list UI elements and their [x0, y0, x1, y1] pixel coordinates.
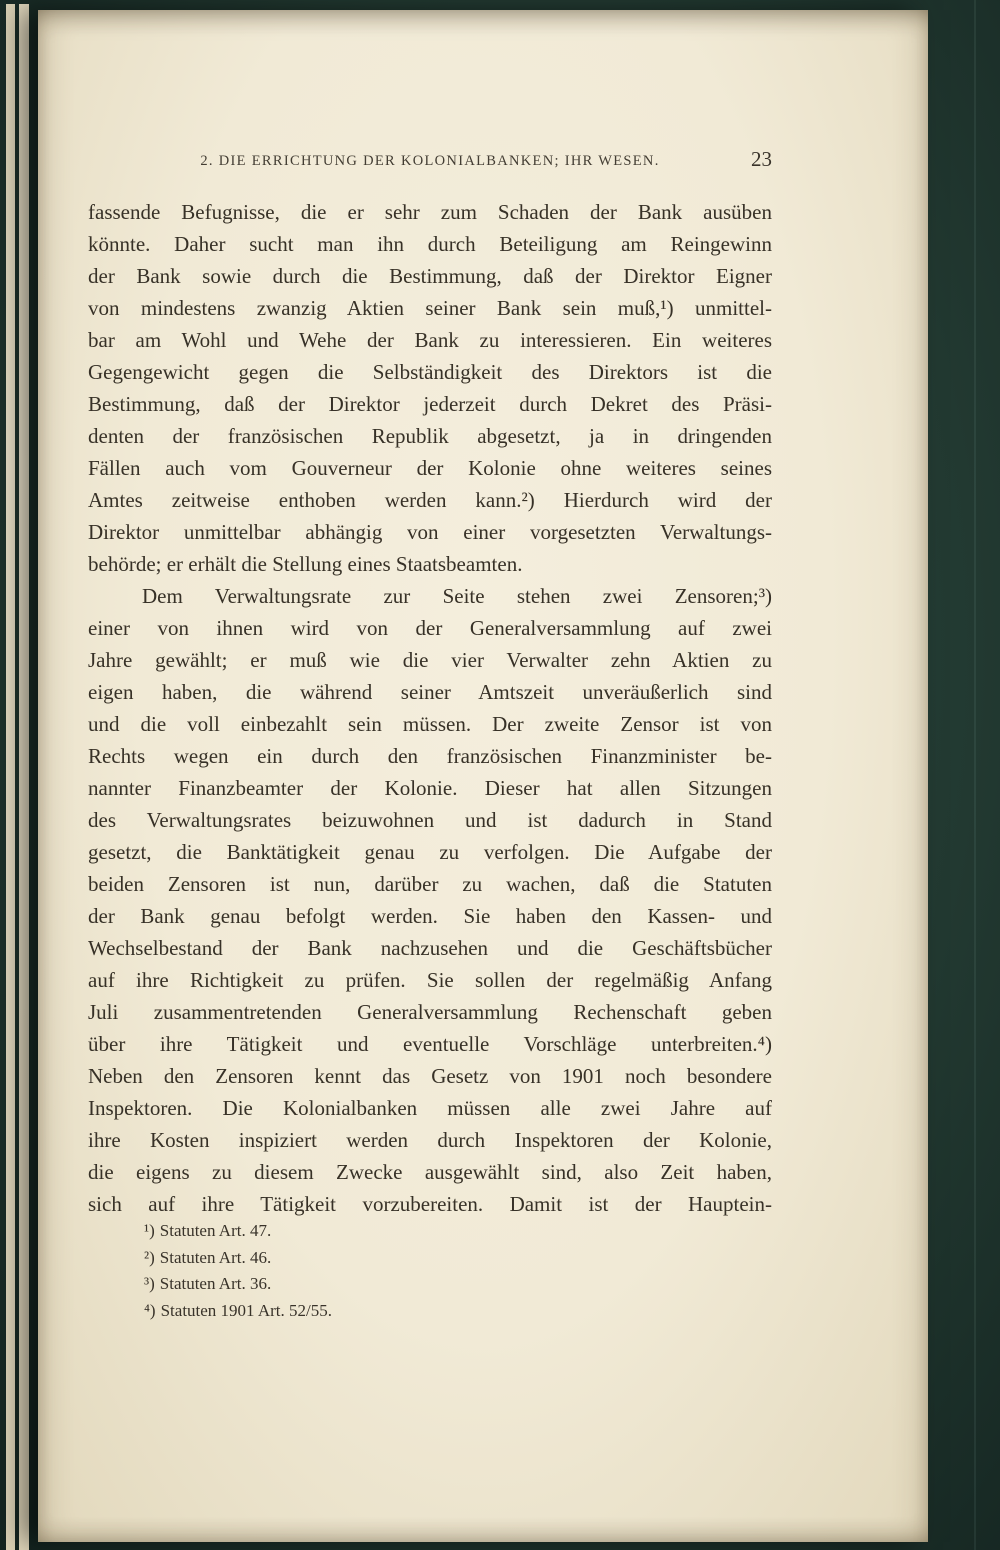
text-line: Jahre gewählt; er muß wie die vier Verwalter zehn Aktien zu: [88, 648, 772, 672]
text-line: fassende Befugnisse, die er sehr zum Schaden der Bank ausüben: [88, 200, 772, 224]
text-line: eigen haben, die während seiner Amtszeit unveräußerlich sind: [88, 680, 772, 704]
running-title: 2. DIE ERRICHTUNG DER KOLONIALBANKEN; IHR WESEN.: [200, 153, 660, 169]
footnote-text: Statuten Art. 47.: [159, 1221, 272, 1240]
footnote-marker: ⁴): [144, 1300, 156, 1320]
text-line: bar am Wohl und Wehe der Bank zu interessieren. Ein weiteres: [88, 328, 772, 352]
page-number: 23: [751, 147, 772, 171]
text-line: der Bank genau befolgt werden. Sie haben den Kassen- und: [88, 904, 772, 928]
text-line: Bestimmung, daß der Direktor jederzeit durch Dekret des Präsi-: [88, 392, 772, 416]
text-line: Rechts wegen ein durch den französischen Finanzminister be-: [88, 744, 772, 768]
footnote-marker: ³): [144, 1274, 155, 1293]
footnote-text: Statuten Art. 36.: [159, 1274, 272, 1293]
footnote-text: Statuten Art. 46.: [159, 1247, 272, 1267]
text-line: Wechselbestand der Bank nachzusehen und die Geschäftsbücher: [88, 936, 772, 960]
text-line: beiden Zensoren ist nun, darüber zu wachen, daß die Statuten: [88, 872, 772, 896]
text-line: die eigens zu diesem Zwecke ausgewählt sind, also Zeit haben,: [88, 1160, 772, 1184]
text-line: Inspektoren. Die Kolonialbanken müssen alle zwei Jahre auf: [88, 1096, 772, 1120]
page-edge-strip: [6, 4, 15, 1550]
text-line: Neben den Zensoren kennt das Gesetz von 1901 noch besondere: [88, 1064, 772, 1088]
text-line: denten der französischen Republik abgesetzt, ja in dringenden: [88, 424, 772, 448]
footnote-marker: ²): [144, 1247, 155, 1267]
footnote: [144, 1218, 704, 1245]
text-line: auf ihre Richtigkeit zu prüfen. Sie sollen der regelmäßig Anfang: [88, 968, 772, 992]
text-line: Direktor unmittelbar abhängig von einer vorgesetzten Verwaltungs-: [88, 520, 772, 544]
text-line: gesetzt, die Banktätigkeit genau zu verfolgen. Die Aufgabe der: [88, 840, 772, 864]
text-line: sich auf ihre Tätigkeit vorzubereiten. Damit ist der Hauptein-: [88, 1192, 772, 1216]
text-line: von mindestens zwanzig Aktien seiner Bank sein muß,¹) unmittel-: [88, 296, 772, 320]
page-edge-strip: [19, 4, 29, 1550]
footnote-marker: ¹): [144, 1221, 155, 1240]
footnote-text: Statuten 1901 Art. 52/55.: [160, 1300, 333, 1320]
text-line: ihre Kosten inspiziert werden durch Inspektoren der Kolonie,: [88, 1128, 772, 1152]
body-text: [88, 196, 772, 1220]
text-line: nannter Finanzbeamter der Kolonie. Dieser hat allen Sitzungen: [88, 776, 772, 800]
book-page: [38, 10, 928, 1542]
footnotes-section: [144, 1218, 704, 1324]
footnote: [144, 1298, 704, 1325]
running-header: [88, 147, 772, 171]
text-line: des Verwaltungsrates beizuwohnen und ist dadurch in Stand: [88, 808, 772, 832]
text-line: Juli zusammentretenden Generalversammlung Rechenschaft geben: [88, 1000, 772, 1024]
footnote: [144, 1271, 704, 1298]
text-line: könnte. Daher sucht man ihn durch Beteiligung am Reingewinn: [88, 232, 772, 256]
footnote: [144, 1245, 704, 1272]
text-line: über ihre Tätigkeit und eventuelle Vorschläge unterbreiten.⁴): [88, 1032, 772, 1056]
text-line: Gegengewicht gegen die Selbständigkeit des Direktors ist die: [88, 360, 772, 384]
text-line: Fällen auch vom Gouverneur der Kolonie ohne weiteres seines: [88, 456, 772, 480]
text-line: und die voll einbezahlt sein müssen. Der zweite Zensor ist von: [88, 712, 772, 736]
text-line: Amtes zeitweise enthoben werden kann.²) Hierdurch wird der: [88, 488, 772, 512]
text-line: der Bank sowie durch die Bestimmung, daß der Direktor Eigner: [88, 264, 772, 288]
text-line: Dem Verwaltungsrate zur Seite stehen zwei Zensoren;³): [142, 584, 772, 608]
text-line: einer von ihnen wird von der Generalversammlung auf zwei: [88, 616, 772, 640]
text-line: behörde; er erhält die Stellung eines Staatsbeamten.: [88, 552, 523, 576]
